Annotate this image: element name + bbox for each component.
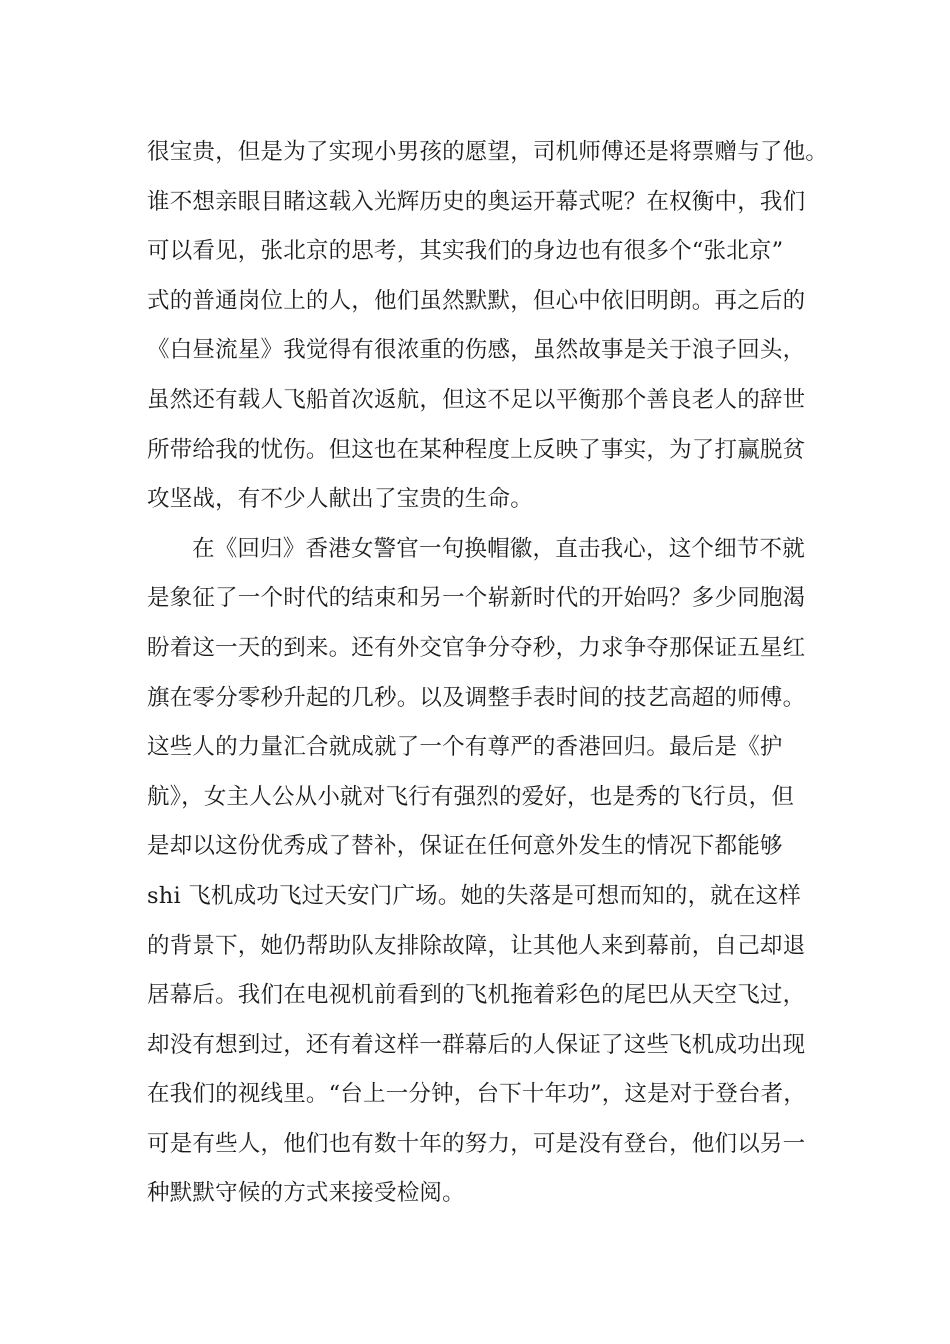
text-line: 所带给我的忧伤。但这也在某种程度上反映了事实，为了打赢脱贫: [147, 436, 806, 463]
text-line: 是象征了一个时代的结束和另一个崭新时代的开始吗？多少同胞渴: [147, 585, 806, 612]
text-line: 却没有想到过，还有着这样一群幕后的人保证了这些飞机成功出现: [147, 1031, 806, 1058]
text-line: 谁不想亲眼目睹这载入光辉历史的奥运开幕式呢？在权衡中，我们: [147, 188, 806, 215]
document-body: [147, 128, 827, 1219]
text-line: 《白昼流星》我觉得有很浓重的伤感，虽然故事是关于浪子回头，: [147, 337, 806, 364]
text-line: shi 飞机成功飞过天安门广场。她的失落是可想而知的，就在这样: [147, 882, 802, 909]
text-line: 这些人的力量汇合就成就了一个有尊严的香港回归。最后是《护: [147, 734, 783, 761]
paragraph-1: [147, 128, 827, 525]
text-line: 在我们的视线里。“台上一分钟，台下十年功”，这是对于登台者，: [147, 1081, 807, 1108]
text-line: 居幕后。我们在电视机前看到的飞机拖着彩色的尾巴从天空飞过，: [147, 982, 806, 1009]
text-line: 虽然还有载人飞船首次返航，但这不足以平衡那个善良老人的辞世: [147, 386, 806, 413]
text-line: 可是有些人，他们也有数十年的努力，可是没有登台，他们以另一: [147, 1130, 806, 1157]
text-line: 种默默守候的方式来接受检阅。: [147, 1180, 465, 1207]
text-line: 攻坚战，有不少人献出了宝贵的生命。: [147, 486, 533, 513]
text-line: 在《回归》香港女警官一句换帽徽，直击我心，这个细节不就: [192, 535, 805, 562]
text-line: 可以看见，张北京的思考，其实我们的身边也有很多个“张北京”: [147, 238, 784, 265]
text-line: 式的普通岗位上的人，他们虽然默默，但心中依旧明朗。再之后的: [147, 287, 806, 314]
paragraph-2: [147, 525, 827, 1219]
text-line: 航》，女主人公从小就对飞行有强烈的爱好，也是秀的飞行员，但: [147, 783, 795, 810]
text-line: 盼着这一天的到来。还有外交官争分夺秒，力求争夺那保证五星红: [147, 634, 806, 661]
text-line: 很宝贵，但是为了实现小男孩的愿望，司机师傅还是将票赠与了他。: [147, 139, 829, 165]
text-line: 是却以这份优秀成了替补，保证在任何意外发生的情况下都能够: [147, 833, 783, 860]
text-line: 的背景下，她仍帮助队友排除故障，让其他人来到幕前，自己却退: [147, 932, 806, 959]
text-line: 旗在零分零秒升起的几秒。以及调整手表时间的技艺高超的师傅。: [147, 684, 806, 711]
